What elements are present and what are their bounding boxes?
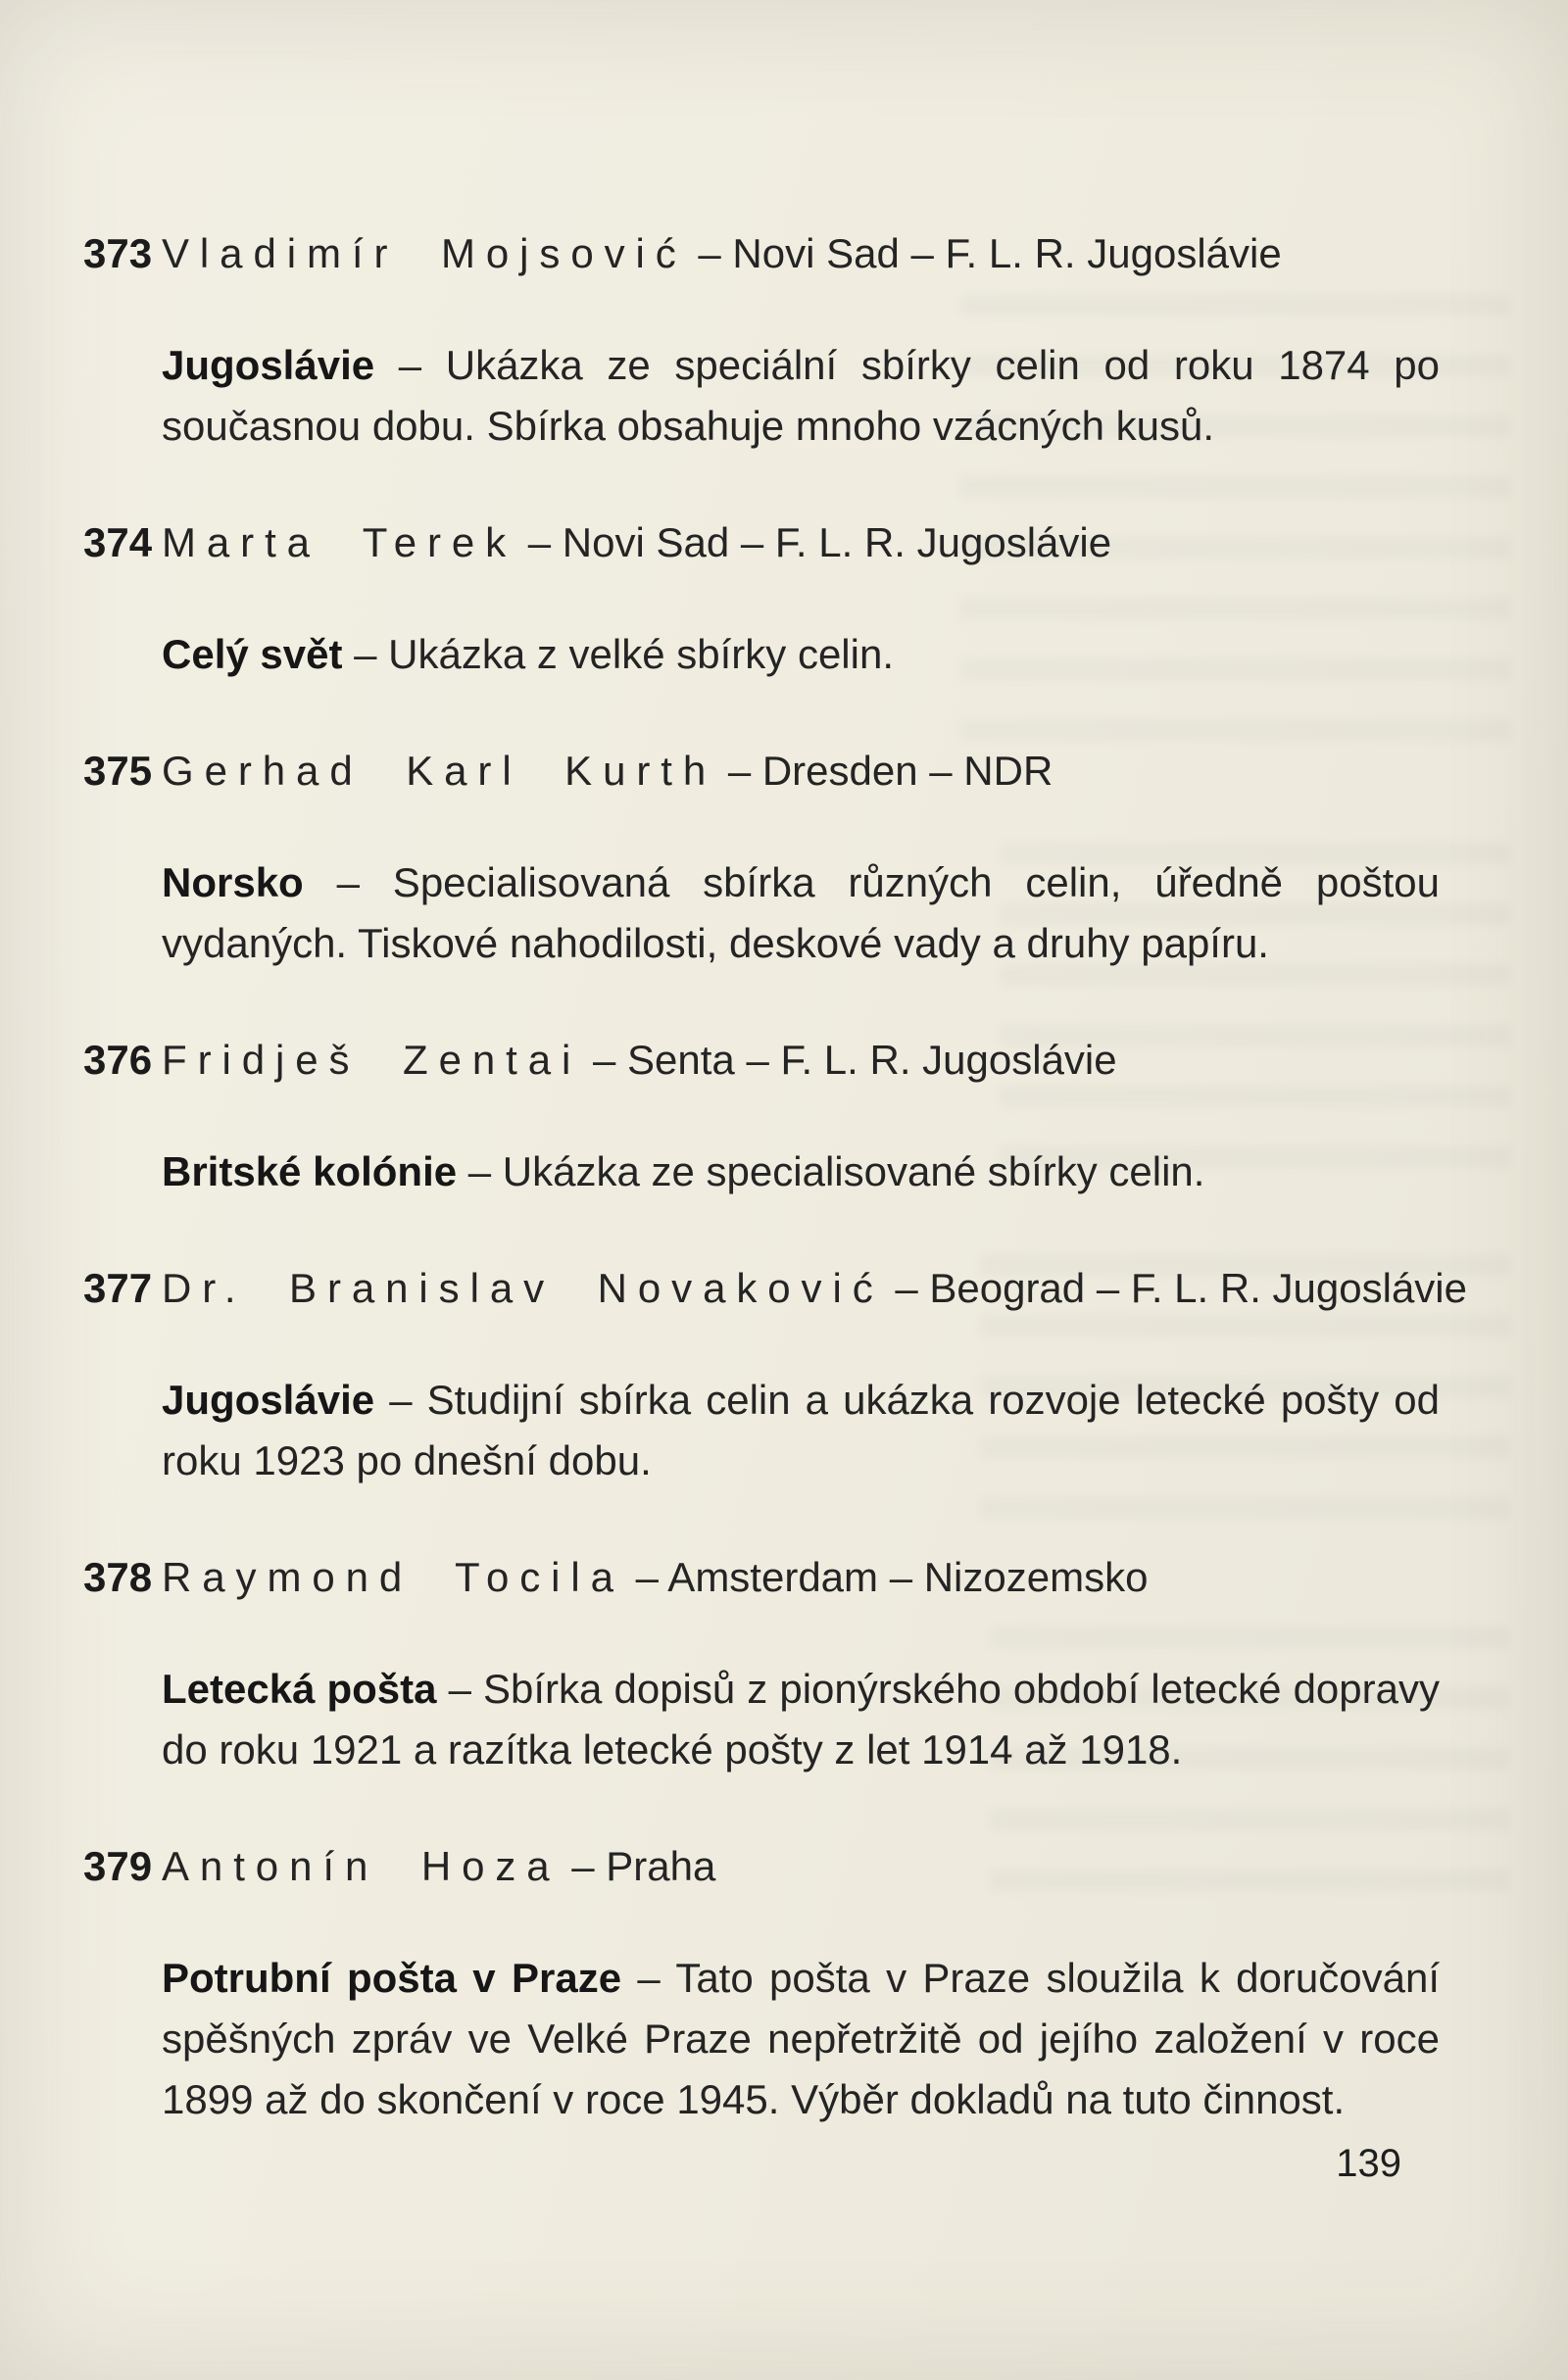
description-text: – Tato pošta v Praze sloužila k doručování spěšných zpráv ve Velké Praze nepřetržitě od jejího založení v roce 1899 až do skončení v roce 1945. Výběr dokladů na tuto činnost. [162,1955,1440,2122]
entry-location: – Dresden – NDR [727,748,1054,794]
entry-number: 375 [83,748,153,794]
description-lead: Celý svět [162,631,343,677]
description-lead: Letecká pošta [162,1666,437,1712]
entry-heading [162,1547,1440,1608]
entry-number: 379 [83,1843,153,1889]
entry-description [162,1948,1440,2130]
exhibitor-name: Vladimír Mojsović [162,230,687,276]
entry-description [162,1659,1440,1780]
exhibitor-name: Marta Terek [162,519,517,565]
description-text: – Ukázka z velké sbírky celin. [354,631,894,677]
description-text: – Sbírka dopisů z pionýrského období letecké dopravy do roku 1921 a razítka letecké pošty z let 1914 až 1918. [162,1666,1440,1773]
catalog-entry [83,512,1440,685]
entry-number: 376 [83,1037,153,1083]
entry-body-column [162,1030,1440,1202]
entry-heading [162,1258,1468,1319]
entry-description [162,1141,1440,1202]
entry-heading [162,512,1440,573]
description-text: – Ukázka ze specialisované sbírky celin. [467,1148,1205,1194]
entry-number: 374 [83,519,153,565]
catalog-entry [83,1030,1440,1202]
entry-body-column [162,1836,1440,2130]
page-number: 139 [1336,2142,1401,2185]
entry-body-column [162,223,1440,457]
entry-location: – Senta – F. L. R. Jugoslávie [592,1037,1117,1083]
entry-description [162,624,1440,685]
entry-location: – Novi Sad – F. L. R. Jugoslávie [698,230,1282,276]
entry-body-column [162,1547,1440,1780]
entry-location: – Amsterdam – Nizozemsko [635,1554,1149,1600]
exhibitor-name: Dr. Branislav Novaković [162,1265,884,1311]
description-text: – Studijní sbírka celin a ukázka rozvoje letecké pošty od roku 1923 po dnešní dobu. [162,1377,1440,1483]
entry-description [162,852,1440,974]
catalog-entry [83,1836,1440,2130]
entry-heading [162,223,1440,284]
exhibitor-name: Fridješ Zentai [162,1037,582,1083]
description-text: – Ukázka ze speciální sbírky celin od roku 1874 po současnou dobu. Sbírka obsahuje mnoho vzácných kusů. [162,342,1440,449]
entry-heading [162,741,1440,801]
description-lead: Potrubní pošta v Praze [162,1955,622,2001]
exhibitor-name: Raymond Tocila [162,1554,624,1600]
exhibitor-name: Gerhad Karl Kurth [162,748,717,794]
catalog-entry [83,223,1440,457]
catalog-entry [83,1258,1468,1491]
description-lead: Britské kolónie [162,1148,458,1194]
entry-body-column [162,741,1440,974]
page-content [83,223,1468,2186]
entry-location: – Beograd – F. L. R. Jugoslávie [895,1265,1468,1311]
entry-location: – Novi Sad – F. L. R. Jugoslávie [527,519,1112,565]
catalog-entry [83,741,1440,974]
description-lead: Jugoslávie [162,342,375,388]
entry-description [162,335,1440,457]
description-lead: Norsko [162,859,304,905]
entry-description [162,1370,1440,1491]
description-text: – Specialisovaná sbírka různých celin, úředně poštou vydaných. Tiskové nahodilosti, deskové vady a druhy papíru. [162,859,1441,966]
description-lead: Jugoslávie [162,1377,375,1423]
catalog-entry [83,1547,1440,1780]
entry-number: 378 [83,1554,153,1600]
exhibitor-name: Antonín Hoza [162,1843,561,1889]
entry-heading [162,1836,1440,1897]
entry-number: 377 [83,1265,153,1311]
entry-body-column [162,512,1440,685]
entry-number: 373 [83,230,153,276]
entry-location: – Praha [571,1843,716,1889]
entry-heading [162,1030,1440,1091]
entry-body-column [162,1258,1468,1491]
